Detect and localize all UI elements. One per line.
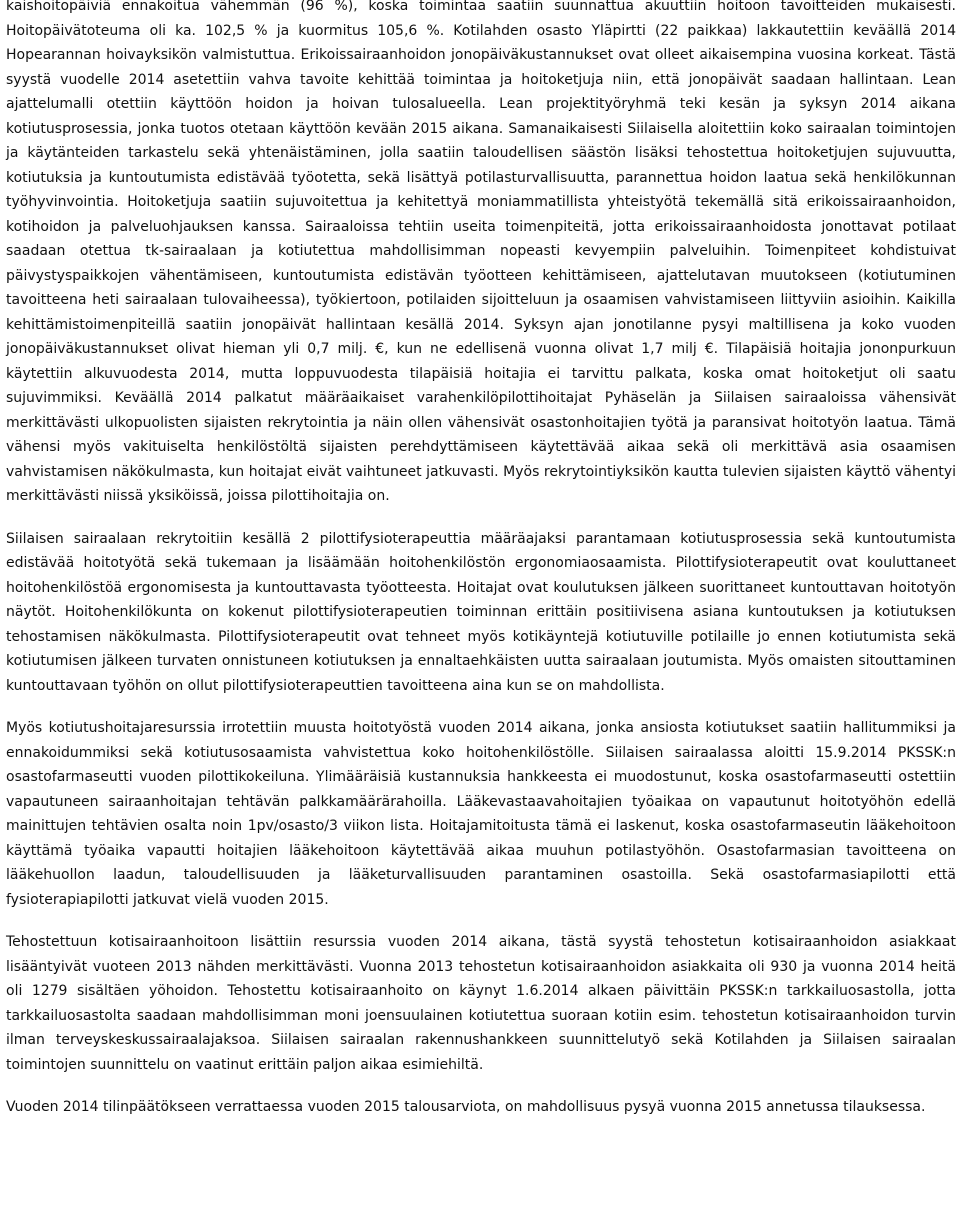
paragraph-tehostettu-kotisairaanhoito: Tehostettuun kotisairaanhoitoon lisättiin resurssia vuoden 2014 aikana, tästä syystä tehostetun kotisairaanhoidon asiakkaat lisääntyivät vuoteen 2013 nähden merkittävästi. Vuonna 2013 tehostetun kotisairaanhoidon asiakkaita oli 930 ja vuonna 2014 heitä oli 1279 sisältäen yöhoidon. Tehostettu kotisairaanhoito on käynyt 1.6.2014 alkaen päivittäin PKSSK:n tarkkailuosastolla, jotta tarkkailuosastolta saadaan mahdollisimman moni joensuulainen kotiutettua suoraan kotiin esim. tehostetun kotisairaanhoidon turvin ilman terveyskeskussairaalajaksoa. Siilaisen sairaalan rakennushankkeen suunnittelutyö sekä Kotilahden ja Siilaisen sairaalan toimintojen suunnittelu on vaatinut erittäin paljon aikaa esimiehiltä. [6, 934, 956, 1073]
paragraph-hoitopaivat-jonopaivat: kaishoitopäiviä ennakoitua vähemmän (96 %), koska toimintaa saatiin suunnattua akuuttiin hoitoon tavoitteiden mukaisesti. Hoitopäivätoteuma oli ka. 102,5 % ja kuormitus 105,6 %. Kotilahden osasto Yläpirtti (22 paikkaa) lakkautettiin keväällä 2014 Hopearannan hoivayksikön valmistuttua. Erikoissairaanhoidon jonopäiväkustannukset ovat olleet aikaisempina vuosina korkeat. Tästä syystä vuodelle 2014 asetettiin vahva tavoite kehittää toimintaa ja hoitoketjuja niin, että jonopäivät saadaan hallintaan. Lean ajattelumalli otettiin käyttöön hoidon ja hoivan tulosalueella. Lean projektityöryhmä teki kesän ja syksyn 2014 aikana kotiutusprosessia, jonka tuotos otetaan käyttöön kevään 2015 aikana. Samanaikaisesti Siilaisella aloitettiin koko sairaalan toimintojen ja käytänteiden tarkastelu sekä yhtenäistäminen, jolla saatiin taloudellisen säästön lisäksi tehostettua hoitoketjujen sujuvuutta, kotiutuksia ja kuntoutumista edistävää työotetta, sekä lisättyä potilasturvallisuutta, parannettua hoidon laatua sekä henkilökunnan työhyvinvointia. Hoitoketjuja saatiin sujuvoitettua ja kehitettyä moniammatillista yhteistyötä tekemällä sitä erikoissairaanhoidon, kotihoidon ja palveluohjauksen kanssa. Sairaaloissa tehtiin useita toimenpiteitä, jotta erikoissairaanhoidosta jonottavat potilaat saadaan otettua tk-sairaalaan ja kotiutettua mahdollisimman nopeasti kevyempiin palveluihin. Toimenpiteet kohdistuivat päivystyspaikkojen vähentämiseen, kuntoutumista edistävän työotteen kehittämiseen, ajattelutavan muutokseen (kotiutuminen tavoitteena heti sairaalaan tulovaiheessa), työkiertoon, potilaiden sijoitteluun ja osaamisen vahvistamiseen liittyviin asioihin. Kaikilla kehittämistoimenpiteillä saatiin jonopäivät hallintaan kesällä 2014. Syksyn ajan jonotilanne pysyi maltillisena ja koko vuoden jonopäiväkustannukset olivat hieman yli 0,7 milj. €, kun ne edellisenä vuonna olivat 1,7 milj €. Tilapäisiä hoitajia jononpurkuun käytettiin alkuvuodesta 2014, mutta loppuvuodesta tilapäisiä hoitajia ei tarvittu palkata, koska omat hoitoketjut oli saatu sujuvimmiksi. Keväällä 2014 palkatut määräaikaiset varahenkilöpilottihoitajat Pyhäselän ja Siilaisen sairaaloissa vähensivät merkittävästi ulkopuolisten sijaisten rekrytointia ja näin ollen vähensivät osastonhoitajien työtä ja paransivat hoitotyön laatua. Tämä vähensi myös vakituiselta henkilöstöltä sijaisten perehdyttämiseen käytettävää aikaa sekä oli merkittävä asia osaamisen vahvistamisen näkökulmasta, kun hoitajat eivät vaihtuneet jatkuvasti. Myös rekrytointiyksikön kautta tulevien sijaisten käyttö vähentyi merkittävästi niissä yksiköissä, joissa pilottihoitajia on. [6, 0, 956, 504]
paragraph-kotiutushoitaja-osastofarmasia: Myös kotiutushoitajaresurssia irrotettiin muusta hoitotyöstä vuoden 2014 aikana, jonka ansiosta kotiutukset saatiin hallitummiksi ja ennakoidummiksi sekä kotiutusosaamista vahvistettua koko hoitohenkilöstölle. Siilaisen sairaalassa aloitti 15.9.2014 PKSSK:n osastofarmaseutti vuoden pilottikokeiluna. Ylimääräisiä kustannuksia hankkeesta ei muodostunut, koska osastofarmaseutti ostettiin vapautuneen sairaanhoitajan tehtävän palkkamäärärahoilla. Lääkevastaavahoitajien työaikaa on vapautunut hoitotyöhön edellä mainittujen tehtävien osalta noin 1pv/osasto/3 viikon lista. Hoitajamitoitusta tämä ei laskenut, koska osastofarmaseutin lääkehoitoon käyttämä työaika vapautti hoitajien lääkehoitoon käytettävää aikaa muuhun potilastyöhön. Osastofarmasian tavoitteena on lääkehuollon laadun, taloudellisuuden ja lääketurvallisuuden parantaminen osastoilla. Sekä osastofarmasiapilotti että fysioterapiapilotti jatkuvat vielä vuoden 2015. [6, 720, 956, 908]
paragraph-talousarvio: Vuoden 2014 tilinpäätökseen verrattaessa vuoden 2015 talousarviota, on mahdollisuus pysyä vuonna 2015 annetussa tilauksessa. [6, 1099, 926, 1115]
paragraph-pilottifysioterapeutit: Siilaisen sairaalaan rekrytoitiin kesällä 2 pilottifysioterapeuttia määräajaksi parantamaan kotiutusprosessia sekä kuntoutumista edistävää hoitotyötä sekä tukemaan ja lisäämään hoitohenkilöstön ergonomiaosaamista. Pilottifysioterapeutit ovat kouluttaneet hoitohenkilöstöä ergonomisesta ja kuntouttavasta työotteesta. Hoitajat ovat koulutuksen jälkeen suorittaneet kuntouttavan hoitotyön näytöt. Hoitohenkilökunta on kokenut pilottifysioterapeutien toiminnan erittäin positiivisena asiana kuntoutuksen ja kotiutuksen tehostamisen näkökulmasta. Pilottifysioterapeutit ovat tehneet myös kotikäyntejä kotiutuville potilaille jo ennen kotiutumista sekä kotiutumisen jälkeen turvaten onnistuneen kotiutuksen ja ennaltaehkäisten uutta sairaalaan joutumista. Myös omaisten sitouttaminen kuntouttavaan työhön on ollut pilottifysioterapeuttien tavoitteena aina kun se on mahdollista. [6, 530, 956, 694]
